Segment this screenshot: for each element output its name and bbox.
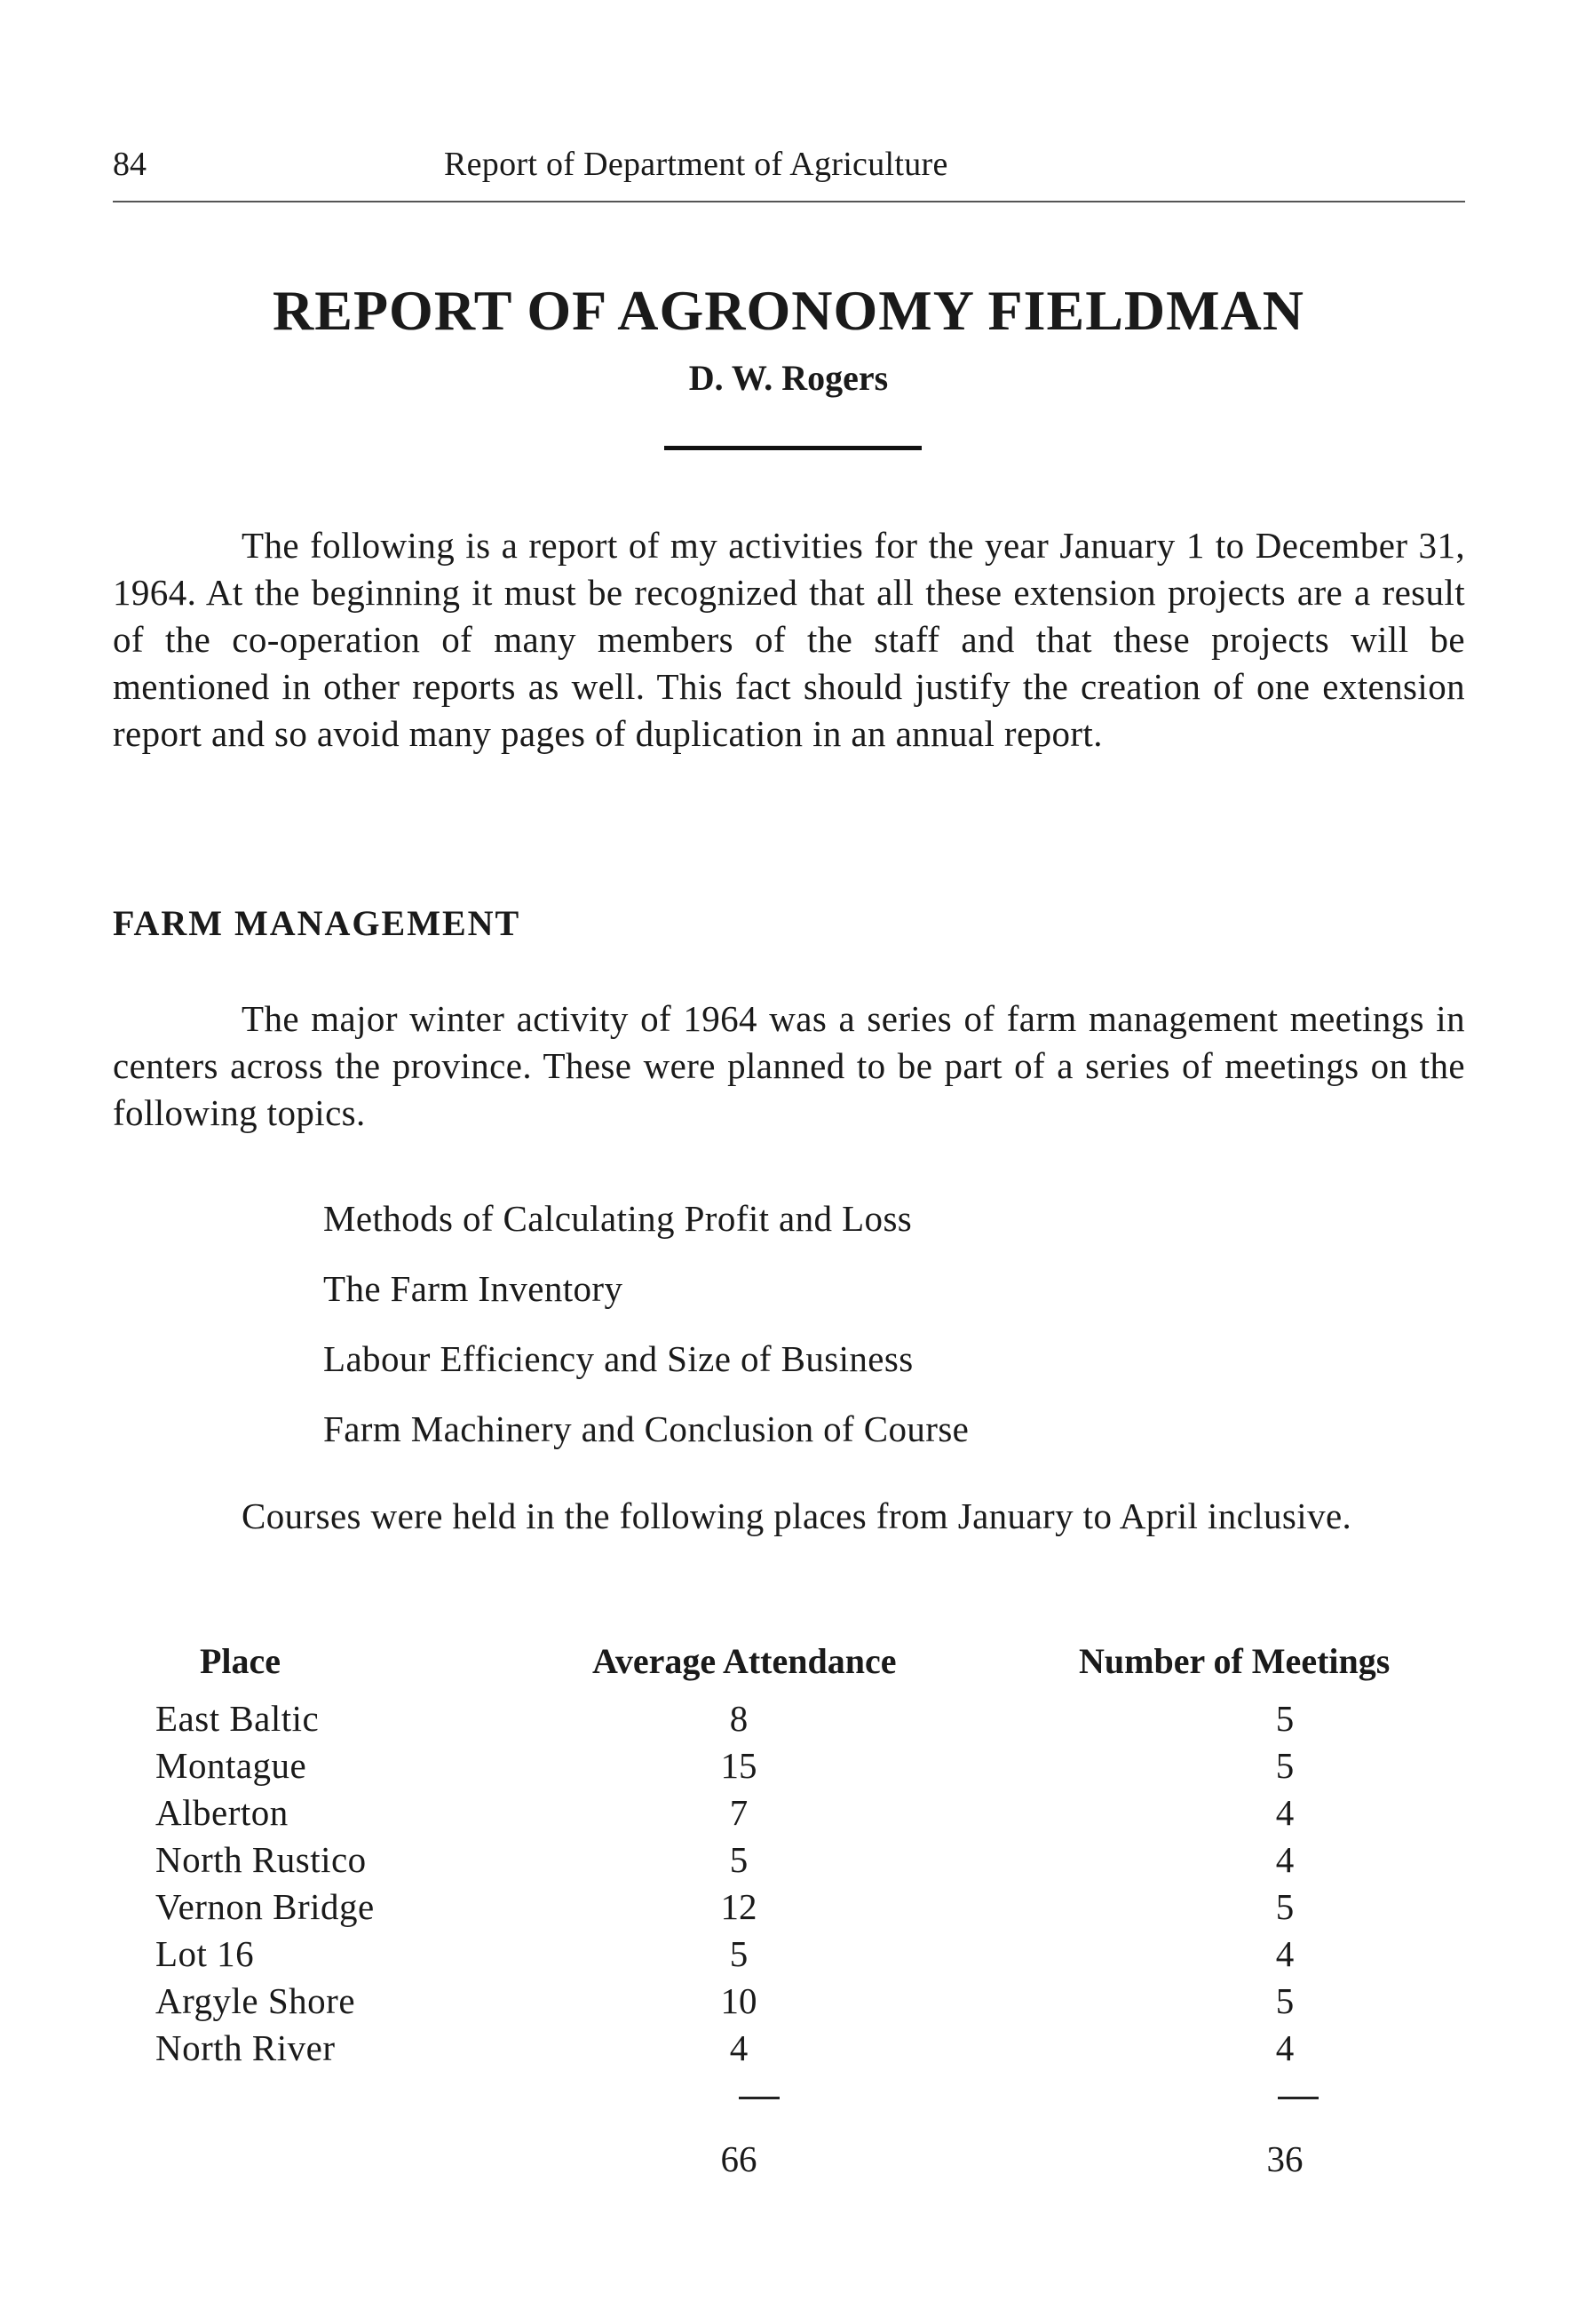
column-header-attendance: Average Attendance: [592, 1641, 897, 1681]
cell-meetings: 4: [1275, 1933, 1295, 1974]
cell-place: Vernon Bridge: [155, 1886, 375, 1927]
cell-attendance: 12: [720, 1886, 757, 1927]
cell-meetings: 4: [1275, 2027, 1295, 2068]
totals-row: [113, 2132, 1465, 2185]
cell-place: North Rustico: [155, 1839, 367, 1880]
cell-place: North River: [155, 2027, 336, 2068]
topic-item: The Farm Inventory: [323, 1268, 623, 1309]
table-row: [113, 1931, 1465, 1978]
cell-place: East Baltic: [155, 1698, 320, 1739]
topic-item: Farm Machinery and Conclusion of Course: [323, 1408, 970, 1449]
total-attendance: 66: [720, 2138, 757, 2179]
cell-meetings: 5: [1275, 1886, 1295, 1927]
author-name: D. W. Rogers: [688, 358, 889, 398]
title-rule: [664, 446, 922, 450]
section-heading: FARM MANAGEMENT: [113, 903, 521, 943]
cell-attendance: 8: [729, 1698, 749, 1739]
column-header-meetings: Number of Meetings: [1079, 1641, 1391, 1681]
running-header: [113, 142, 1465, 186]
cell-attendance: 10: [720, 1980, 757, 2021]
farm-management-paragraph: The major winter activity of 1964 was a series of farm management meetings in centers across the province. These were planned to be part of a series of meetings on the following topics.: [113, 998, 1465, 1133]
cell-place: Montague: [155, 1745, 307, 1786]
cell-place: Alberton: [155, 1792, 289, 1833]
table-row: [113, 2025, 1465, 2072]
cell-attendance: 5: [729, 1839, 749, 1880]
cell-meetings: 5: [1275, 1745, 1295, 1786]
table-row: [113, 1789, 1465, 1836]
total-rule-attendance: [739, 2097, 780, 2099]
cell-meetings: 5: [1275, 1980, 1295, 2021]
cell-meetings: 4: [1275, 1839, 1295, 1880]
cell-meetings: 5: [1275, 1698, 1295, 1739]
total-meetings: 36: [1266, 2138, 1304, 2179]
cell-attendance: 7: [729, 1792, 749, 1833]
topic-item: Methods of Calculating Profit and Loss: [323, 1198, 913, 1239]
table-row: [113, 1884, 1465, 1931]
cell-attendance: 4: [729, 2027, 749, 2068]
header-rule: [113, 201, 1465, 202]
cell-meetings: 4: [1275, 1792, 1295, 1833]
table-row: [113, 1742, 1465, 1789]
table-row: [113, 1836, 1465, 1884]
intro-paragraph: The following is a report of my activities for the year January 1 to December 31, 1964. At the beginning it must be recognized that all these extension projects are a result of the co-operation of many members of the staff and that these projects will be mentioned in other reports as well. This fact should justify the creation of one extension report and so avoid many pages of duplication in an annual report.: [113, 525, 1465, 754]
cell-attendance: 5: [729, 1933, 749, 1974]
column-header-place: Place: [200, 1641, 281, 1681]
table-row: [113, 1978, 1465, 2025]
cell-attendance: 15: [720, 1745, 757, 1786]
page-number: 84: [113, 146, 147, 183]
running-title: Report of Department of Agriculture: [444, 146, 948, 183]
cell-place: Argyle Shore: [155, 1980, 356, 2021]
topic-list: [323, 1184, 969, 1464]
total-rule-meetings: [1278, 2097, 1319, 2099]
courses-paragraph: Courses were held in the following places from January to April inclusive.: [242, 1495, 1352, 1536]
topic-item: Labour Efficiency and Size of Business: [323, 1338, 914, 1379]
cell-place: Lot 16: [155, 1933, 255, 1974]
table-row: [113, 1695, 1465, 1742]
report-title: REPORT OF AGRONOMY FIELDMAN: [273, 279, 1304, 342]
